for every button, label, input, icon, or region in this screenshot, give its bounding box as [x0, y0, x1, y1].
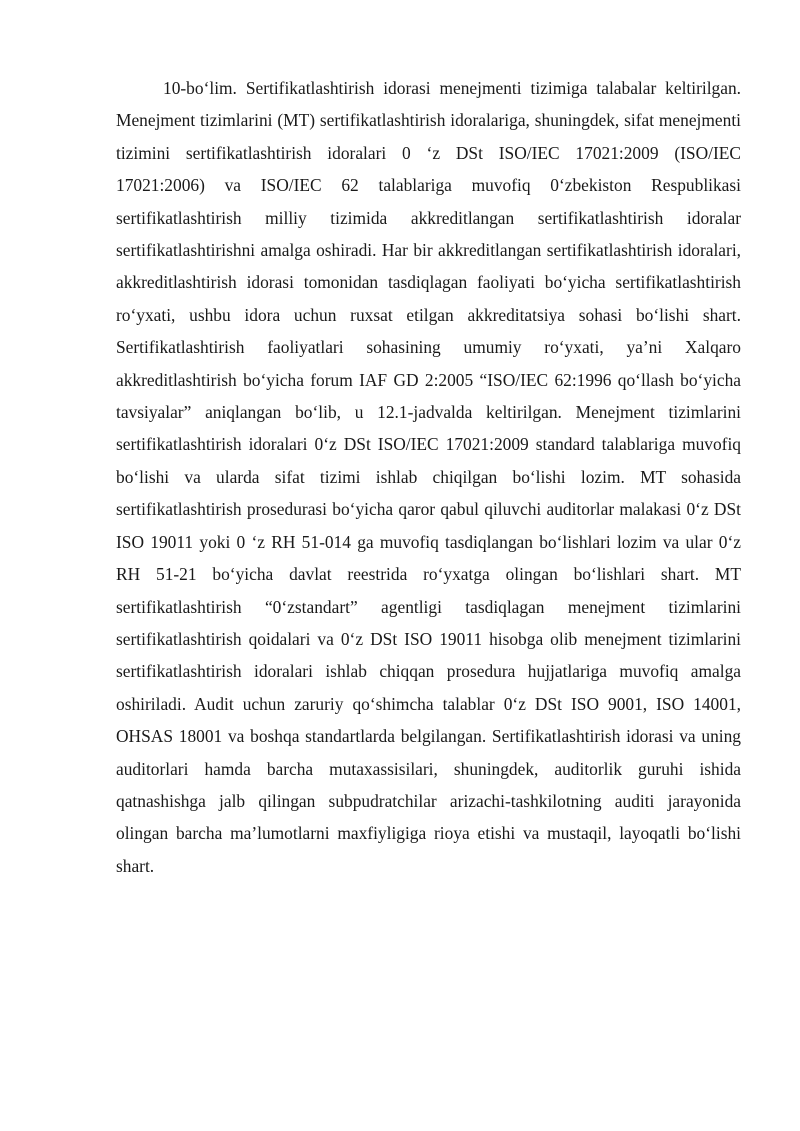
- body-paragraph: 10-bo‘lim. Sertifikatlashtirish idorasi menejmenti tizimiga talabalar keltirilgan. Menejment tizimlarini (MT) sertifikatlashtirish idoralariga, shuningdek, sifat menejmenti tizimini sertifikatlashtirish idoralari 0 ‘z DSt ISO/IEC 17021:2009 (ISO/IEC 17021:2006) va ISO/IEC 62 talablariga muvofiq 0‘zbekiston Respublikasi sertifikatlashtirish milliy tizimida akkreditlangan sertifikatlashtirish idoralar sertifikatlashtirishni amalga oshiradi. Har bir akkreditlangan sertifikatlashtirish idoralari, akkreditlashtirish idorasi tomonidan tasdiqlagan faoliyati bo‘yicha sertifikatlashtirish ro‘yxati, ushbu idora uchun ruxsat etilgan akkreditatsiya sohasi bo‘lishi shart. Sertifikatlashtirish faoliyatlari sohasining umumiy ro‘yxati, ya’ni Xalqaro akkreditlashtirish bo‘yicha forum IAF GD 2:2005 “ISO/IEC 62:1996 qo‘llash bo‘yicha tavsiyalar” aniqlangan bo‘lib, u 12.1-jadvalda keltirilgan. Menejment tizimlarini sertifikatlashtirish idoralari 0‘z DSt ISO/IEC 17021:2009 standard talablariga muvofiq bo‘lishi va ularda sifat tizimi ishlab chiqilgan bo‘lishi lozim. MT sohasida sertifikatlashtirish prosedurasi bo‘yicha qaror qabul qiluvchi auditorlar malakasi 0‘z DSt ISO 19011 yoki 0 ‘z RH 51-014 ga muvofiq tasdiqlangan bo‘lishlari lozim va ular 0‘z RH 51-21 bo‘yicha davlat reestrida ro‘yxatga olingan bo‘lishlari shart. MT sertifikatlashtirish “0‘zstandart” agentligi tasdiqlagan menejment tizimlarini sertifikatlashtirish qoidalari va 0‘z DSt ISO 19011 hisobga olib menejment tizimlarini sertifikatlashtirish idoralari ishlab chiqqan prosedura hujjatlariga muvofiq amalga oshiriladi. Audit uchun zaruriy qo‘shimcha talablar 0‘z DSt ISO 9001, ISO 14001, OHSAS 18001 va boshqa standartlarda belgilangan. Sertifikatlashtirish idorasi va uning auditorlari hamda barcha mutaxassisilari, shuningdek, auditorlik guruhi ishida qatnashishga jalb qilingan subpudratchilar arizachi-tashkilotning auditi jarayonida olingan barcha ma’lumotlarni maxfiyligiga rioya etishi va mustaqil, layoqatli bo‘lishi shart.: [116, 78, 741, 876]
